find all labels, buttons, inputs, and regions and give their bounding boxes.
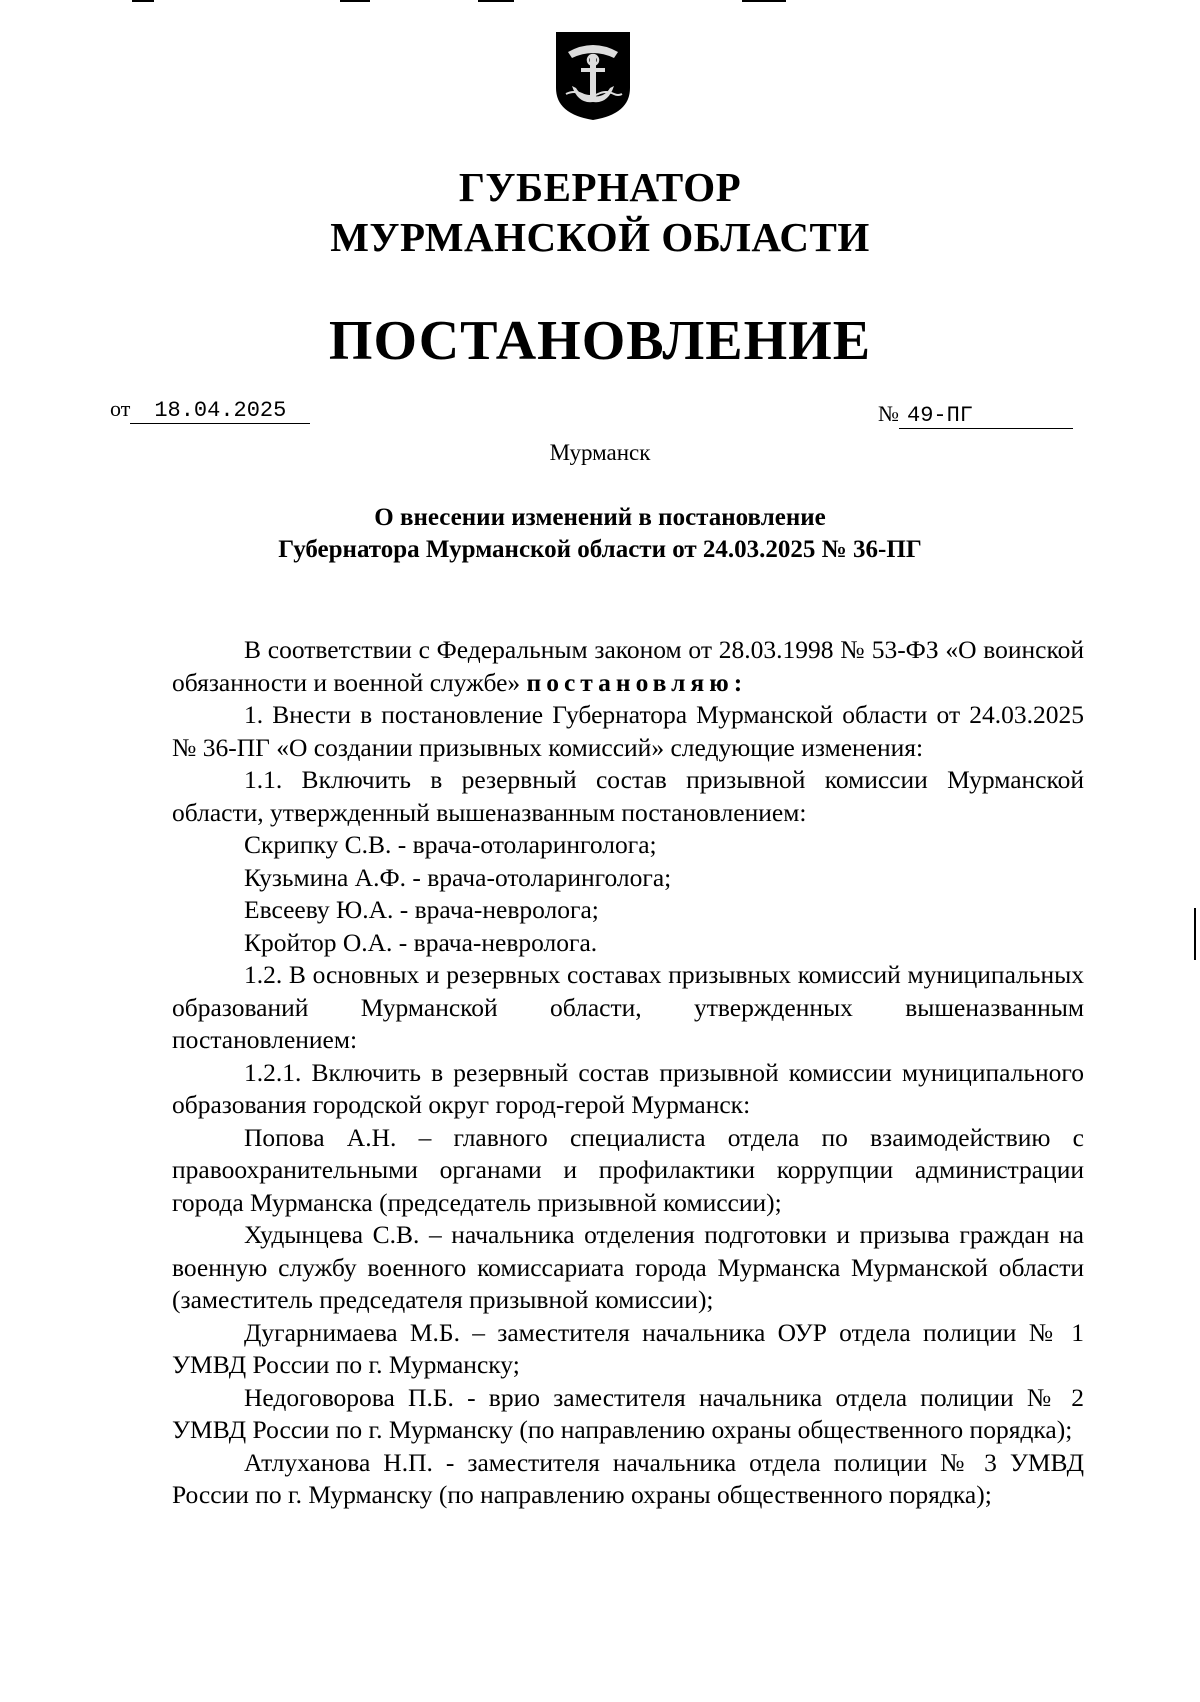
scan-mark — [1194, 908, 1196, 960]
number-prefix: № — [878, 401, 899, 426]
document-subject — [0, 502, 1200, 566]
number-field — [899, 403, 1073, 429]
subject-line-2: Губернатора Мурманской области от 24.03.2025 № 36-ПГ — [278, 536, 922, 563]
date-value: 18.04.2025 — [154, 398, 287, 423]
intro-keyword: постановляю: — [526, 667, 748, 697]
scan-mark — [132, 0, 154, 2]
scan-mark — [478, 0, 514, 2]
document-body — [172, 634, 1084, 1512]
item-1-1: 1.1. Включить в резервный состав призывной комиссии Мурманской области, утвержденный вышеназванным постановлением: — [172, 765, 1084, 827]
list-item: Кузьмина А.Ф. - врача-отоларинголога; — [244, 862, 672, 892]
document-type: ПОСТАНОВЛЕНИЕ — [328, 310, 872, 372]
item-1-2-1: 1.2.1. Включить в резервный состав призывной комиссии муниципального образования городской округ город-герой Мурманск: — [172, 1057, 1084, 1119]
list-item: Попова А.Н. – главного специалиста отдела по взаимодействию с правоохранительными органами и профилактики коррупции администрации города Мурманска (председатель призывной комиссии); — [172, 1122, 1084, 1217]
item-1-2: 1.2. В основных и резервных составах призывных комиссий муниципальных образований Мурманской области, утвержденных вышеназванным постановлением: — [172, 960, 1084, 1054]
number-value: 49-ПГ — [907, 403, 974, 428]
list-item: Кройтор О.А. - врача-невролога. — [244, 927, 598, 957]
coat-of-arms-emblem — [554, 30, 632, 122]
intro-text: В соответствии с Федеральным законом от 28.03.1998 № 53-ФЗ «О воинской обязанности и военной службе» — [172, 635, 1084, 697]
number-row — [878, 401, 1073, 429]
intro-paragraph — [172, 634, 1084, 699]
list-item: Недоговорова П.Б. - врио заместителя начальника отдела полиции № 2 УМВД России по г. Мурманску (по направлению охраны общественного порядка); — [172, 1382, 1084, 1444]
list-item: Евсееву Ю.А. - врача-невролога; — [244, 895, 599, 924]
item-1: 1. Внести в постановление Губернатора Мурманской области от 24.03.2025 № 36-ПГ «О создании призывных комиссий» следующие изменения: — [172, 700, 1084, 762]
city: Мурманск — [549, 440, 651, 465]
scan-mark — [340, 0, 370, 2]
authority-line-1: ГУБЕРНАТОР — [458, 164, 742, 210]
list-item: Худынцева С.В. – начальника отделения подготовки и призыва граждан на военную службу военного комиссариата города Мурманска Мурманской области (заместитель председателя призывной комиссии); — [172, 1220, 1084, 1314]
date-field — [130, 398, 310, 424]
authority-line-2: МУРМАНСКОЙ ОБЛАСТИ — [330, 214, 870, 260]
list-item: Атлуханова Н.П. - заместителя начальника отдела полиции № 3 УМВД России по г. Мурманску (по направлению охраны общественного порядка); — [172, 1447, 1084, 1509]
date-prefix: от — [110, 396, 131, 421]
subject-line-1: О внесении изменений в постановление — [374, 504, 826, 531]
date-row — [110, 396, 310, 424]
list-item: Скрипку С.В. - врача-отоларинголога; — [244, 830, 657, 859]
scan-mark — [742, 0, 786, 2]
list-item: Дугарнимаева М.Б. – заместителя начальника ОУР отдела полиции № 1 УМВД России по г. Мурманску; — [172, 1317, 1084, 1379]
